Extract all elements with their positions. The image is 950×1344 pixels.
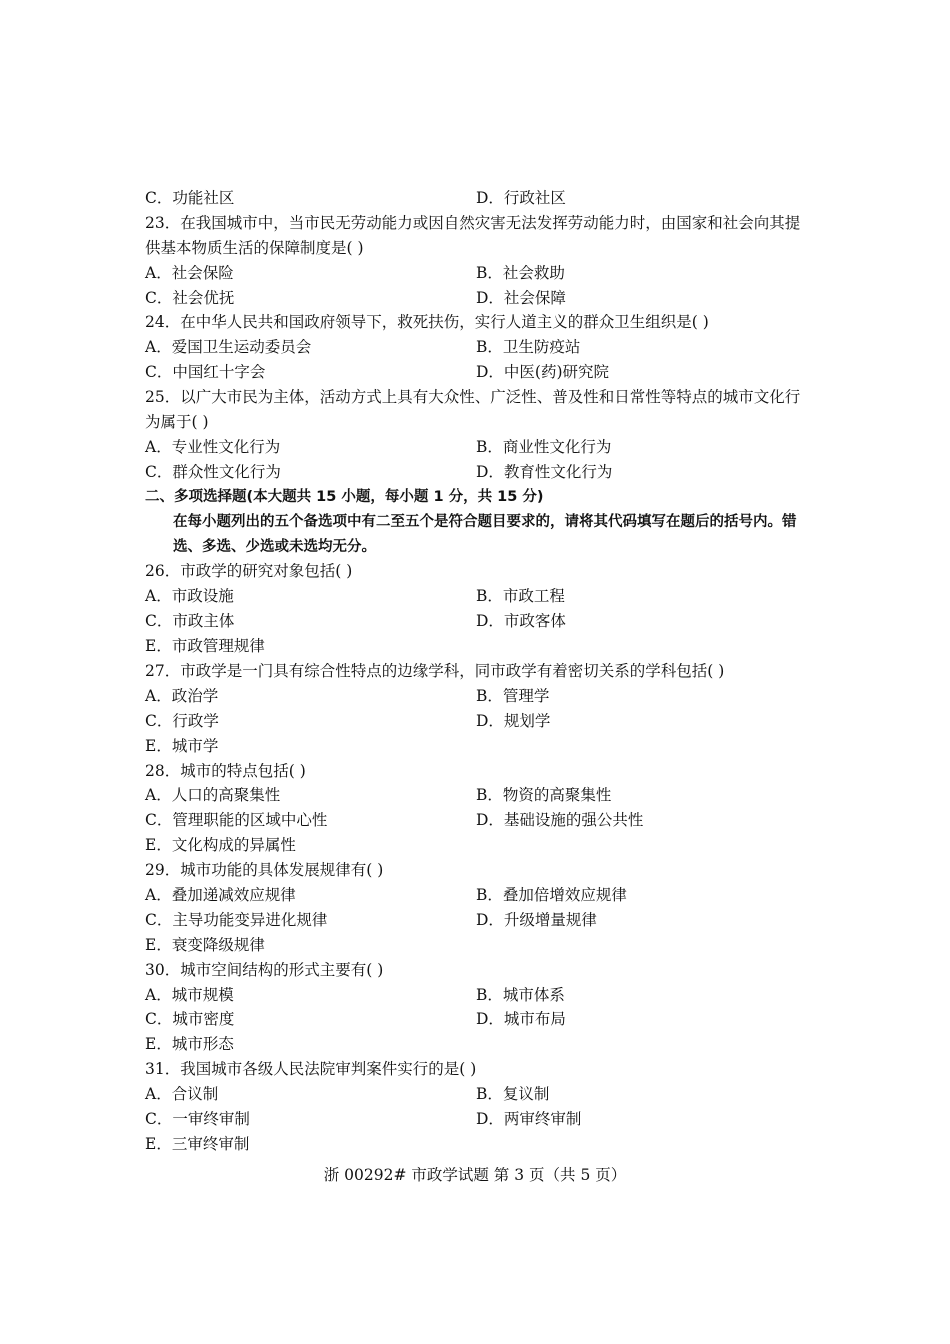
q26-option-a: A．市政设施 bbox=[145, 587, 234, 606]
q29-option-b: B．叠加倍增效应规律 bbox=[476, 886, 627, 905]
q23-option-a: A．社会保险 bbox=[145, 263, 234, 282]
option-row bbox=[145, 609, 810, 634]
q22-option-c: C．功能社区 bbox=[145, 189, 235, 207]
q30-option-a: A．城市规模 bbox=[145, 985, 234, 1004]
q30-option-c: C．城市密度 bbox=[145, 1010, 235, 1029]
q26-option-b: B．市政工程 bbox=[476, 587, 565, 606]
q22-option-d: D．行政社区 bbox=[476, 189, 566, 207]
q29-option-d: D．升级增量规律 bbox=[476, 910, 597, 929]
q27-stem: 27．市政学是一门具有综合性特点的边缘学科，同市政学有着密切关系的学科包括( ) bbox=[145, 662, 725, 681]
option-row bbox=[145, 1007, 810, 1032]
option-row bbox=[145, 435, 810, 460]
q28-option-a: A．人口的高聚集性 bbox=[145, 786, 281, 805]
option-row bbox=[145, 186, 810, 211]
page-footer: 浙 00292# 市政学试题 第 3 页（共 5 页） bbox=[323, 1166, 627, 1184]
q28-option-e: E．文化构成的异属性 bbox=[145, 836, 296, 855]
q26-option-c: C．市政主体 bbox=[145, 612, 235, 631]
option-row bbox=[145, 360, 810, 385]
section-instruction: 在每小题列出的五个备选项中有二至五个是符合题目要求的，请将其代码填写在题后的括号内。错选、多选、少选或未选均无分。 bbox=[173, 513, 797, 555]
q29-stem: 29．城市功能的具体发展规律有( ) bbox=[145, 861, 384, 880]
q24-option-b: B．卫生防疫站 bbox=[476, 338, 581, 357]
option-row bbox=[145, 684, 810, 709]
q31-stem: 31．我国城市各级人民法院审判案件实行的是( ) bbox=[145, 1060, 477, 1079]
q27-option-e: E．城市学 bbox=[145, 736, 219, 755]
section-heading: 二、多项选择题(本大题共 15 小题，每小题 1 分，共 15 分) bbox=[145, 488, 544, 505]
q26-option-d: D．市政客体 bbox=[476, 612, 566, 631]
q23-option-b: B．社会救助 bbox=[476, 263, 565, 282]
q30-stem: 30．城市空间结构的形式主要有( ) bbox=[145, 960, 384, 979]
q25-option-b: B．商业性文化行为 bbox=[476, 437, 612, 456]
q25-option-d: D．教育性文化行为 bbox=[476, 462, 613, 481]
q28-option-d: D．基础设施的强公共性 bbox=[476, 811, 644, 830]
option-row bbox=[145, 1082, 810, 1107]
q25-option-a: A．专业性文化行为 bbox=[145, 437, 281, 456]
option-row bbox=[145, 783, 810, 808]
q27-option-a: A．政治学 bbox=[145, 686, 219, 705]
q26-stem: 26．市政学的研究对象包括( ) bbox=[145, 562, 353, 581]
q24-option-c: C．中国红十字会 bbox=[145, 363, 266, 382]
q25-stem: 25．以广大市民为主体，活动方式上具有大众性、广泛性、普及性和日常性等特点的城市文化行为属于( ) bbox=[145, 388, 801, 432]
option-row bbox=[145, 908, 810, 933]
q24-stem: 24．在中华人民共和国政府领导下，救死扶伤，实行人道主义的群众卫生组织是( ) bbox=[145, 313, 709, 332]
option-row bbox=[145, 286, 810, 311]
q23-option-c: C．社会优抚 bbox=[145, 288, 235, 307]
option-row bbox=[145, 1107, 810, 1132]
option-row bbox=[145, 808, 810, 833]
option-row bbox=[145, 584, 810, 609]
q30-option-e: E．城市形态 bbox=[145, 1035, 234, 1054]
q28-option-b: B．物资的高聚集性 bbox=[476, 786, 612, 805]
option-row bbox=[145, 983, 810, 1008]
option-row bbox=[145, 335, 810, 360]
q31-option-c: C．一审终审制 bbox=[145, 1110, 250, 1129]
q23-stem: 23．在我国城市中，当市民无劳动能力或因自然灾害无法发挥劳动能力时，由国家和社会向其提供基本物质生活的保障制度是( ) bbox=[145, 213, 801, 257]
q28-stem: 28．城市的特点包括( ) bbox=[145, 761, 306, 780]
q24-option-a: A．爱国卫生运动委员会 bbox=[145, 338, 312, 357]
option-row bbox=[145, 883, 810, 908]
q26-option-e: E．市政管理规律 bbox=[145, 637, 265, 656]
q23-option-d: D．社会保障 bbox=[476, 288, 566, 307]
q30-option-d: D．城市布局 bbox=[476, 1010, 566, 1029]
exam-content bbox=[145, 186, 810, 1157]
q29-option-e: E．衰变降级规律 bbox=[145, 935, 265, 954]
q27-option-b: B．管理学 bbox=[476, 686, 550, 705]
q28-option-c: C．管理职能的区域中心性 bbox=[145, 811, 328, 830]
q24-option-d: D．中医(药)研究院 bbox=[476, 363, 610, 382]
q31-option-e: E．三审终审制 bbox=[145, 1134, 250, 1153]
q29-option-a: A．叠加递减效应规律 bbox=[145, 886, 296, 905]
q27-option-d: D．规划学 bbox=[476, 711, 551, 730]
option-row bbox=[145, 460, 810, 485]
q29-option-c: C．主导功能变异进化规律 bbox=[145, 910, 328, 929]
q31-option-a: A．合议制 bbox=[145, 1085, 219, 1104]
q31-option-b: B．复议制 bbox=[476, 1085, 550, 1104]
option-row bbox=[145, 261, 810, 286]
q30-option-b: B．城市体系 bbox=[476, 985, 565, 1004]
q27-option-c: C．行政学 bbox=[145, 711, 219, 730]
option-row bbox=[145, 709, 810, 734]
q31-option-d: D．两审终审制 bbox=[476, 1110, 582, 1129]
q25-option-c: C．群众性文化行为 bbox=[145, 462, 281, 481]
